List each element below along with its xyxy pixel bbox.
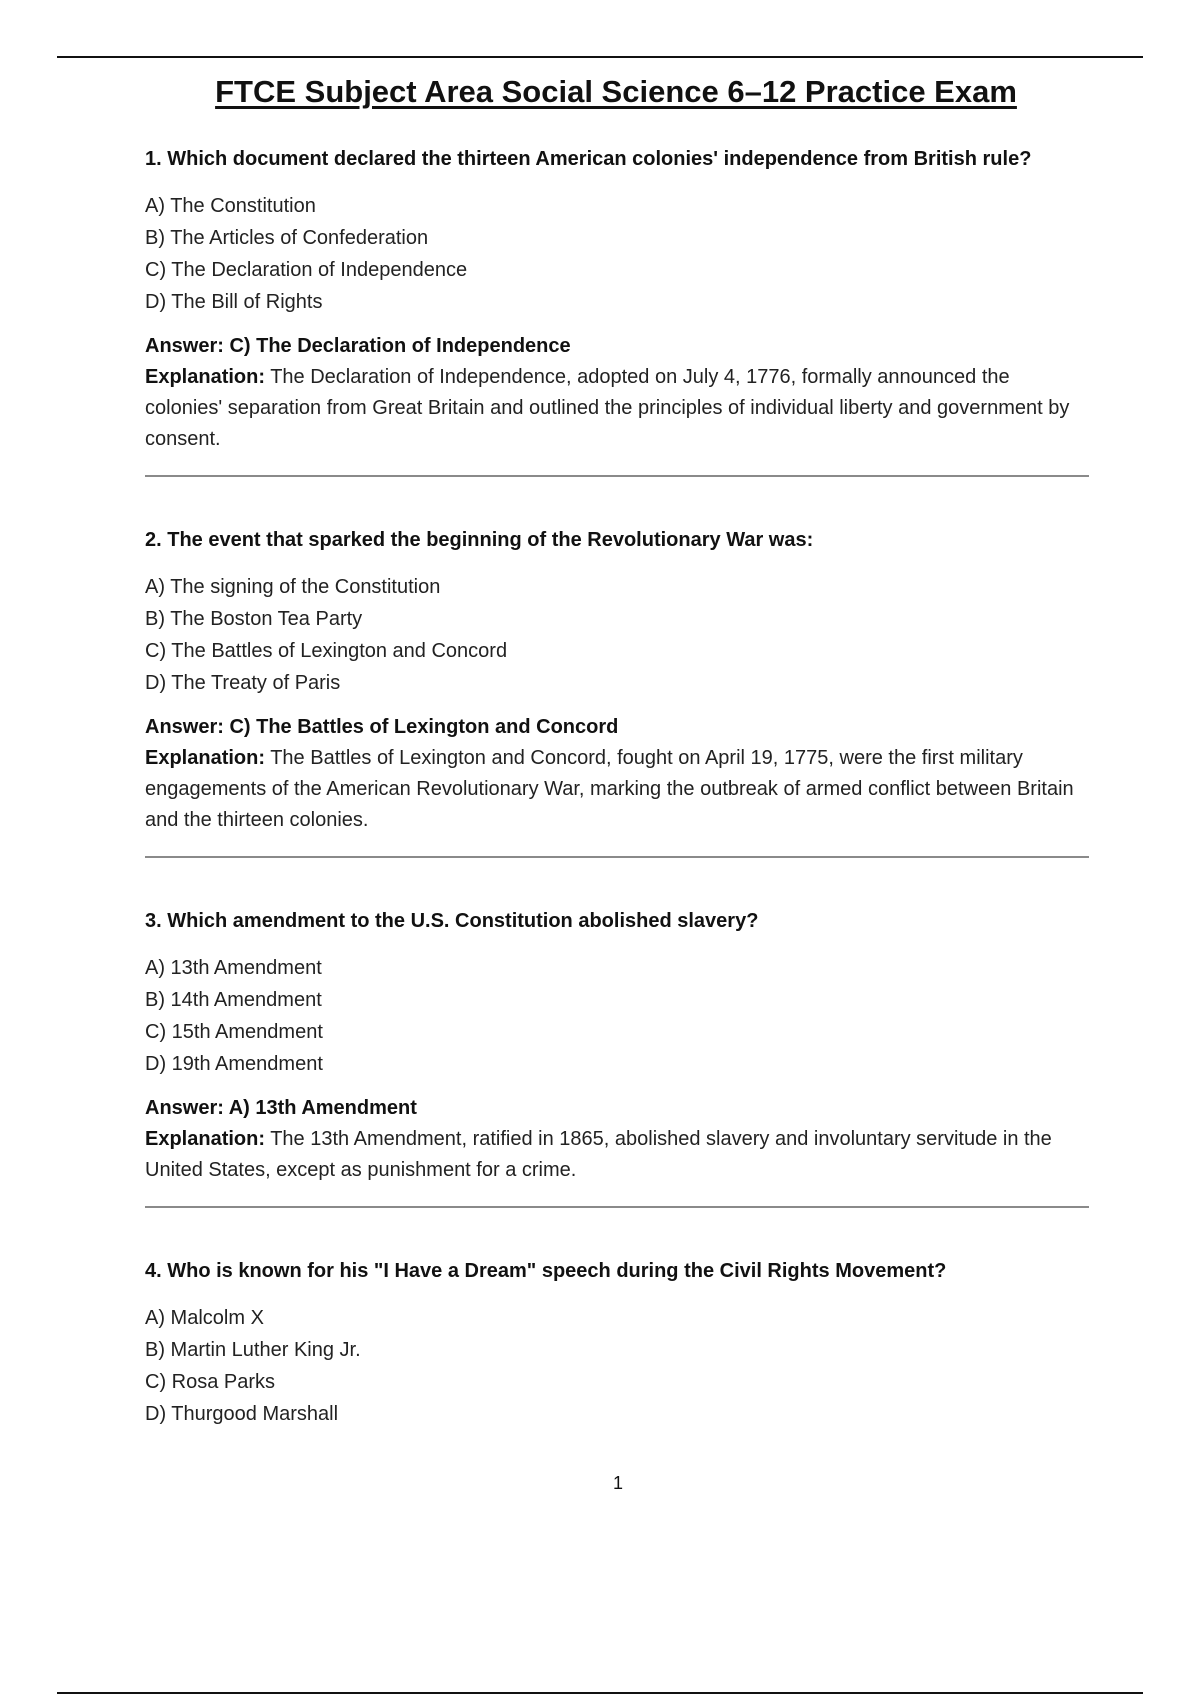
option-b: B) The Boston Tea Party [145,608,363,630]
bottom-rule [57,1692,1143,1694]
question-text: 1. Which document declared the thirteen American colonies' independence from British rule? [145,148,1032,170]
top-rule [57,56,1143,58]
option-list [145,571,1089,699]
option-list [145,190,1089,318]
question-text: 4. Who is known for his "I Have a Dream" speech during the Civil Rights Movement? [145,1260,947,1282]
question-3 [145,906,1089,1208]
option-list [145,1302,1089,1430]
option-a: A) Malcolm X [145,1307,264,1329]
question-text: 2. The event that sparked the beginning of the Revolutionary War was: [145,529,814,551]
option-b: B) The Articles of Confederation [145,227,429,249]
option-c: C) Rosa Parks [145,1371,276,1393]
answer-line: Answer: A) 13th Amendment [145,1097,417,1119]
explanation-text: The Battles of Lexington and Concord, fought on April 19, 1775, were the first military engagements of the American Revolutionary War, marking the outbreak of armed conflict between Britain and the thirteen colonies. [145,747,1074,831]
option-b: B) 14th Amendment [145,989,322,1011]
question-1 [145,144,1089,477]
divider [145,475,1089,477]
option-a: A) The Constitution [145,195,316,217]
divider [145,856,1089,858]
option-a: A) 13th Amendment [145,957,322,979]
option-c: C) The Declaration of Independence [145,259,468,281]
explanation-label: Explanation: [145,747,266,769]
explanation-text: The Declaration of Independence, adopted on July 4, 1776, formally announced the colonies' separation from Great Britain and outlined the principles of individual liberty and government by consent. [145,366,1070,450]
option-d: D) 19th Amendment [145,1053,323,1075]
option-c: C) The Battles of Lexington and Concord [145,640,508,662]
option-b: B) Martin Luther King Jr. [145,1339,361,1361]
answer-line: Answer: C) The Battles of Lexington and Concord [145,716,619,738]
divider [145,1206,1089,1208]
question-text: 3. Which amendment to the U.S. Constitution abolished slavery? [145,910,759,932]
option-c: C) 15th Amendment [145,1021,323,1043]
option-list [145,952,1089,1080]
page-title: FTCE Subject Area Social Science 6–12 Practice Exam [215,74,1017,109]
option-a: A) The signing of the Constitution [145,576,441,598]
explanation [145,743,1089,836]
page-number: 1 [612,1473,623,1493]
option-d: D) The Treaty of Paris [145,672,341,694]
explanation [145,362,1089,455]
option-d: D) Thurgood Marshall [145,1403,339,1425]
option-d: D) The Bill of Rights [145,291,323,313]
question-2 [145,525,1089,858]
explanation-label: Explanation: [145,1128,266,1150]
question-4 [145,1256,1089,1430]
answer-line: Answer: C) The Declaration of Independence [145,335,571,357]
explanation [145,1124,1089,1186]
question-list [145,144,1089,1442]
explanation-label: Explanation: [145,366,266,388]
explanation-text: The 13th Amendment, ratified in 1865, abolished slavery and involuntary servitude in the United States, except as punishment for a crime. [145,1128,1052,1181]
